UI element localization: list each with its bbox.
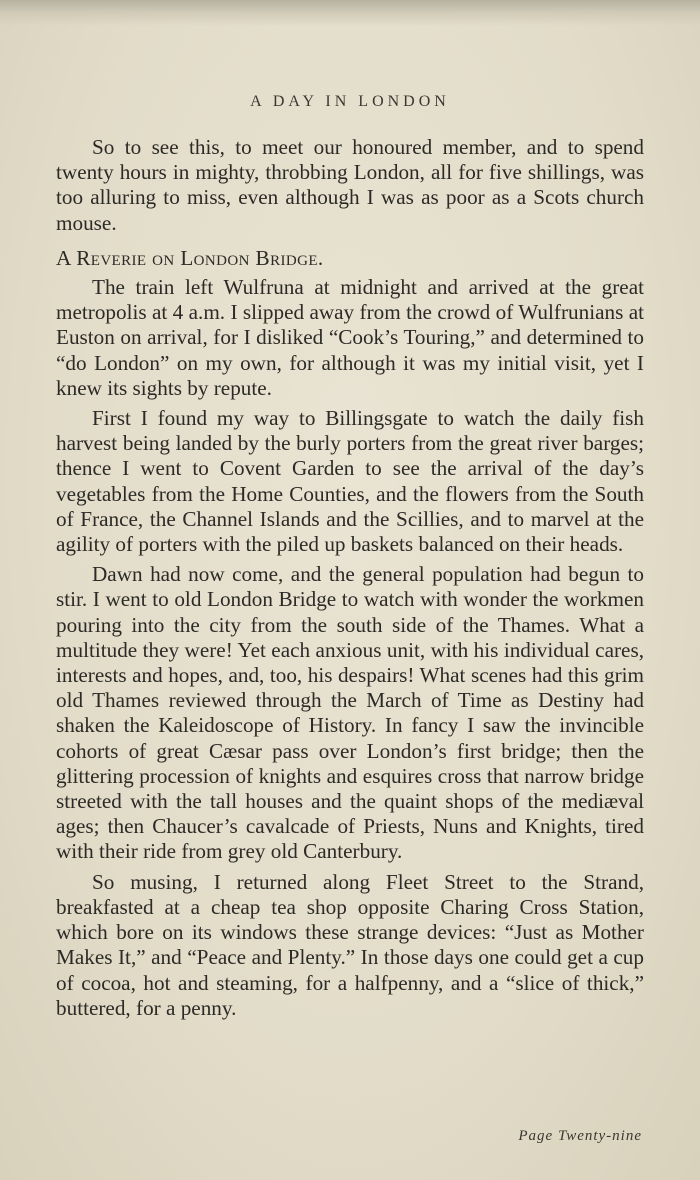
page-top-edge: [0, 0, 700, 26]
page-number: Page Twenty-nine: [518, 1128, 642, 1144]
section-heading: [56, 246, 644, 271]
running-head: A DAY IN LONDON: [250, 93, 450, 110]
paragraph-1: So to see this, to meet our honoured member, and to spend twenty hours in mighty, throbbing London, all for five shillings, was too alluring to miss, even although I was as poor as a Scots church mouse.: [56, 135, 644, 235]
body-text: [56, 135, 644, 1021]
section-heading-text: A Reverie on London Bridge.: [56, 245, 324, 270]
paragraph-4: Dawn had now come, and the general population had begun to stir. I went to old London Bridge to watch with wonder the workmen pouring into the city from the south side of the Thames. What a multitude they were! Yet each anxious unit, with his individual cares, interests and hopes, and, too, his despairs! What scenes had this grim old Thames reviewed through the March of Time as Destiny had shaken the Kaleidoscope of History. In fancy I saw the invincible cohorts of great Cæsar pass over London’s first bridge; then the glittering procession of knights and esquires cross that narrow bridge streeted with the tall houses and the quaint shops of the mediæval ages; then Chaucer’s cavalcade of Priests, Nuns and Knights, tired with their ride from grey old Canterbury.: [56, 562, 644, 864]
paragraph-2: The train left Wulfruna at midnight and arrived at the great metropolis at 4 a.m. I slipped away from the crowd of Wulfrunians at Euston on arrival, for I disliked “Cook’s Touring,” and determined to “do London” on my own, for although it was my initial visit, yet I knew its sights by repute.: [56, 275, 644, 400]
paragraph-5: So musing, I returned along Fleet Street to the Strand, breakfasted at a cheap tea shop opposite Charing Cross Station, which bore on its windows these strange devices: “Just as Mother Makes It,” and “Peace and Plenty.” In those days one could get a cup of cocoa, hot and steaming, for a halfpenny, and a “slice of thick,” buttered, for a penny.: [56, 869, 644, 1020]
paragraph-3: First I found my way to Billingsgate to watch the daily fish harvest being landed by the burly porters from the great river barges; thence I went to Covent Garden to see the arrival of the day’s vegetables from the Home Counties, and the flowers from the South of France, the Channel Islands and the Scillies, and to marvel at the agility of porters with the piled up baskets balanced on their heads.: [56, 406, 644, 557]
